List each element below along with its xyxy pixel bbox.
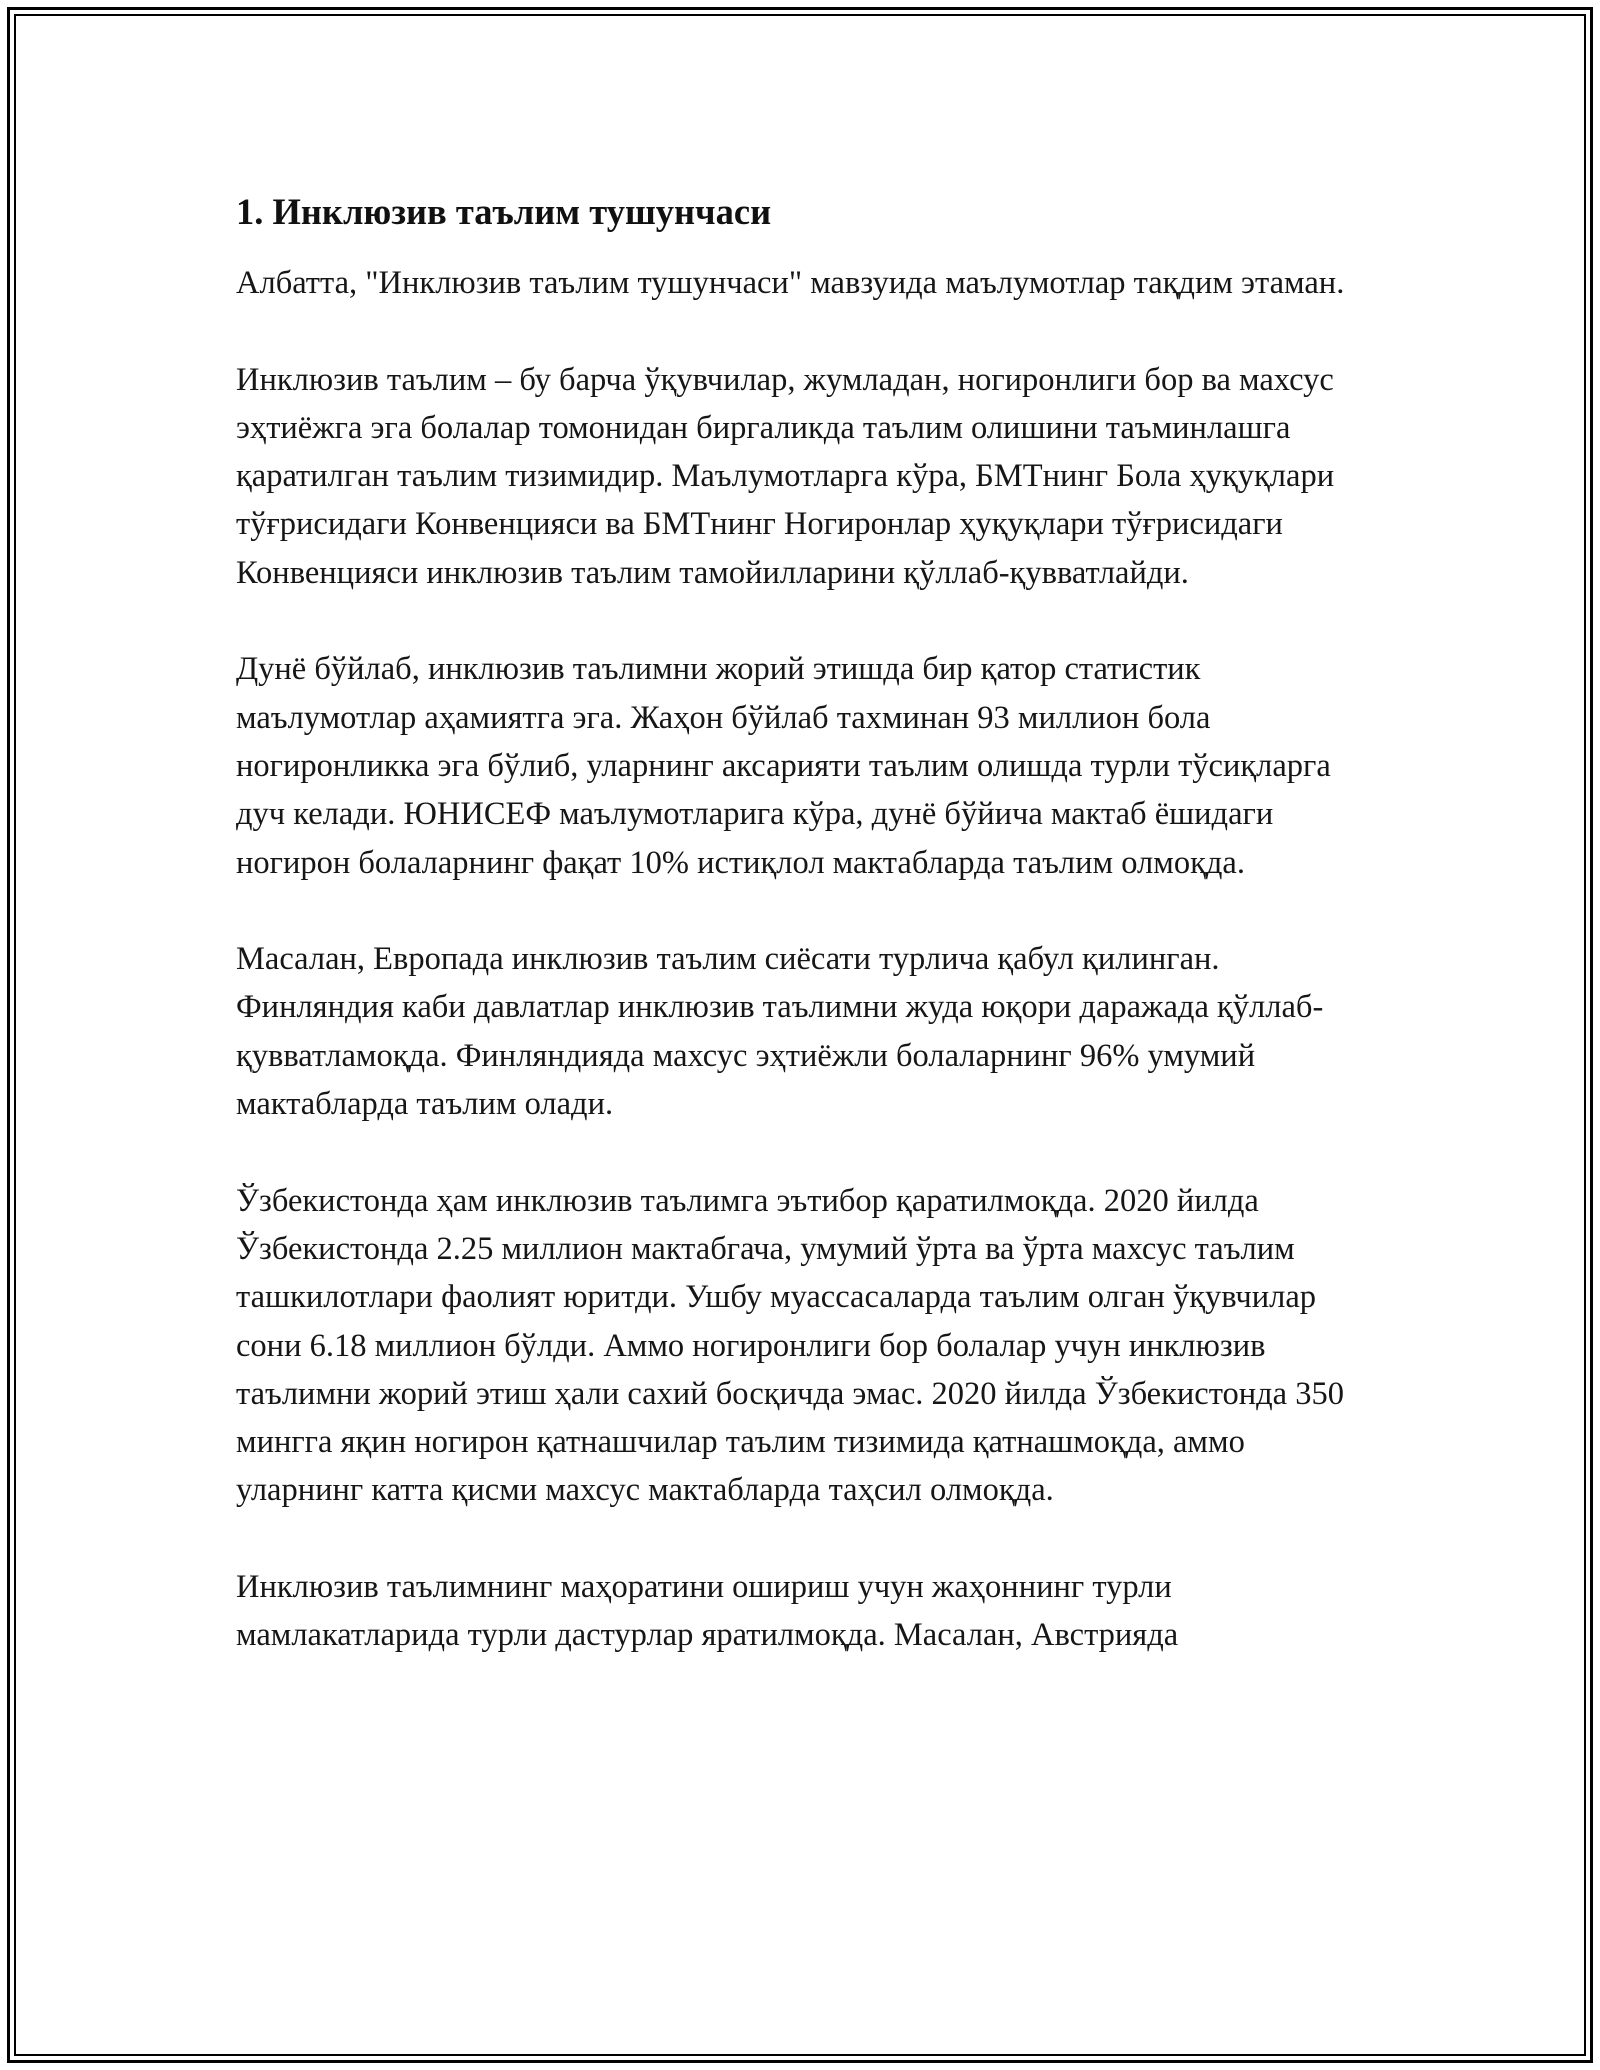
paragraph-intro: Албатта, "Инклюзив таълим тушунчаси" мавзуида маълумотлар тақдим этаман. — [236, 265, 1345, 301]
paragraph-programs: Инклюзив таълимнинг маҳоратини ошириш учун жаҳоннинг турли мамлакатларида турли дастурлар яратилмоқда. Масалан, Австрияда — [236, 1569, 1179, 1654]
paragraph-definition: Инклюзив таълим – бу барча ўқувчилар, жумладан, ногиронлиги бор ва махсус эҳтиёжга эга болалар томонидан биргаликда таълим олишини таъминлашга қаратилган таълим тизимидир. Маълумотларга кўра, БМТнинг Бола ҳуқуқлари тўғрисидаги Конвенцияси ва БМТнинг Ногиронлар ҳуқуқлари тўғрисидаги Конвенцияси инклюзив таълим тамойилларини қўллаб-қувватлайди. — [236, 361, 1335, 591]
paragraph-uzbekistan: Ўзбекистонда ҳам инклюзив таълимга эътибор қаратилмоқда. 2020 йилда Ўзбекистонда 2.25 миллион мактабгача, умумий ўрта ва ўрта махсус таълим ташкилотлари фаолият юритди. Ушбу муассасаларда таълим олган ўқувчилар сони 6.18 миллион бўлди. Аммо ногиронлиги бор болалар учун инклюзив таълимни жорий этиш ҳали сахий босқичда эмас. 2020 йилда Ўзбекистонда 350 мингга яқин ногирон қатнашчилар таълим тизимида қатнашмоқда, аммо уларнинг катта қисми махсус мактабларда таҳсил олмоқда. — [236, 1182, 1344, 1509]
paragraph-world-statistics: Дунё бўйлаб, инклюзив таълимни жорий этишда бир қатор статистик маълумотлар аҳамиятга эга. Жаҳон бўйлаб тахминан 93 миллион бола ногиронликка эга бўлиб, уларнинг аксарияти таълим олишда турли тўсиқларга дуч келади. ЮНИСЕФ маълумотларига кўра, дунё бўйича мактаб ёшидаги ногирон болаларнинг фақат 10% истиқлол мактабларда таълим олмоқда. — [236, 651, 1331, 881]
paragraph-europe: Масалан, Европада инклюзив таълим сиёсати турлича қабул қилинган. Финляндия каби давлатлар инклюзив таълимни жуда юқори даражада қўллаб-қувватламоқда. Финляндияда махсус эҳтиёжли болаларнинг 96% умумий мактабларда таълим олади. — [236, 941, 1324, 1123]
section-heading: 1. Инклюзив таълим тушунчаси — [236, 191, 772, 232]
document-body — [236, 188, 1376, 1708]
